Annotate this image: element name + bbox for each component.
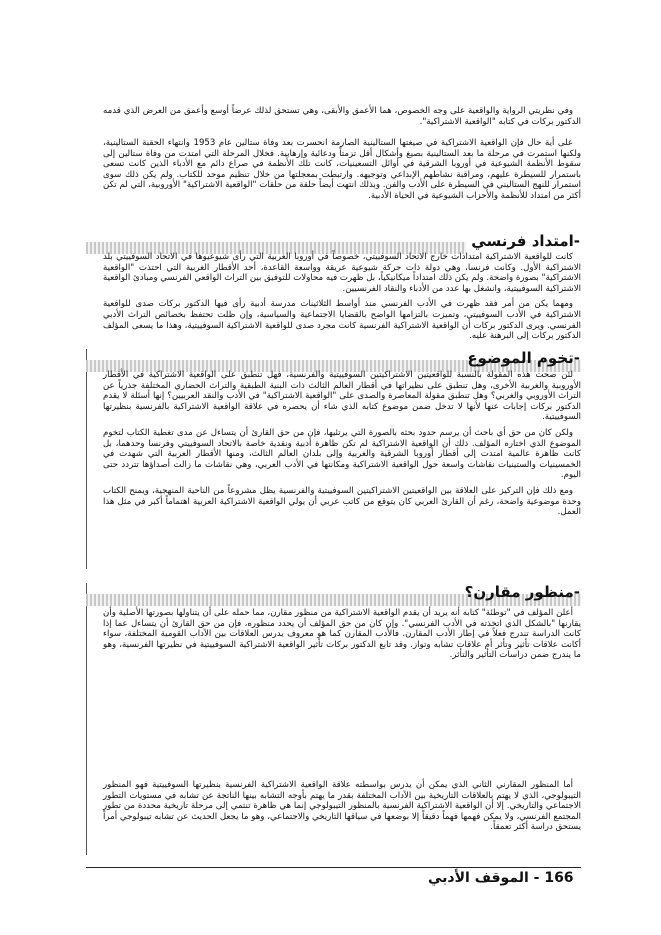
section-topic-boundaries-block [103, 370, 581, 523]
body-paragraph: كانت للواقعية الاشتراكية امتدادات خارج الاتحاد السوفييتي، خصوصاً في أوروبا الغربية التي رأى شيوعيوها في الاتحاد السوفييتي بلد الاشتراكية الأول. وكانت فرنسا، وهي دولة ذات حركة شيوعية عريقة وواسعة القاعدة، أحد الأقطار الغربية التي احتذت "الواقعية الاشتراكية" بصورة واضحة. ولم يكن ذلك امتداداً ميكانيكياً، بل ظهرت فيه محاولات للتوفيق بين التراث الواقعي الفرنسي ومبادئ الواقعية الاشتراكية السوفييتية، وانشغل بها عدد من الأدباء والنقاد الفرنسيين. [103, 252, 581, 294]
margin-rule [86, 583, 87, 855]
section-heading-comparative-perspective: -منظور مقارن؟ [464, 583, 580, 601]
body-paragraph: لئن صحت هذه المقولة بالنسبة للواقعيتين الاشتراكيتين السوفييتية والفرنسية، فهل تنطبق على الواقعية الاشتراكية في الأقطار الأوروبية والغربية الأخرى، وهل تنطبق على نظيراتها في أقطار العالم الثالث ذات البنية الطبقية والتراث الحضاري المختلفة جذرياً عن التراث الأوروبي والغربي؟ وهل تنطبق مقولة المعاصرة والصدى على "الواقعية الاشتراكية" في الأدب والنقد العربيين؟ إنها أسئلة لا يقدم الدكتور بركات إجابات عنها لأنها لا تدخل ضمن موضوع كتابه الذي شاء أن يحصره في علاقة الواقعية الاشتراكية بالفرنسية بنظيرتها السوفييتية. [103, 370, 581, 423]
body-paragraph: ومهما يكن من أمر فقد ظهرت في الأدب الفرنسي منذ أواسط الثلاثينات مدرسة أدبية رأى فيها الدكتور بركات صدى للواقعية الاشتراكية في الأدب السوفييتي، وتميزت بالتزامها الواضح بالقضايا الاجتماعية والسياسية، وإن ظلت تحتفظ بخصائص التراث الأدبي الفرنسي. ويرى الدكتور بركات أن الواقعية الاشتراكية الفرنسية كانت مجرد صدى للواقعية الاشتراكية السوفييتية، وهذا ما يسعى المؤلف الدكتور بركات إلى البرهنة عليه. [103, 299, 581, 342]
footer-rule [86, 867, 581, 868]
section-heading-french-extension: -امتداد فرنسي [471, 232, 580, 250]
section-ideology-block [103, 138, 581, 207]
body-paragraph: أما المنظور المقارني الثاني الذي يمكن أن يدرس بواسطته علاقة الواقعية الاشتراكية الفرنسية بنظيرتها السوفييتية فهو المنظور التيبولوجي، الذي لا يهتم بالعلاقات التاريخية بين الآداب المختلفة بقدر ما يهتم بأوجه التشابه بينها الناتجة عن تشابه في مستويات التطور الاجتماعي والتاريخي. إلا أن الواقعية الاشتراكية الفرنسية بالمنظور التيبولوجي إنما هي ظاهرة تنتمي إلى مرحلة تاريخية محددة من تطور المجتمع الفرنسي، ولا يمكن فهمها فهماً دقيقاً إلا بوضعها في سياقها التاريخي والاجتماعي، وهو ما يجعل الحديث عن تشابه تيبولوجي أمراً يستحق دراسة أكثر تعمقاً. [103, 780, 581, 833]
section-typological-block [103, 780, 581, 838]
body-paragraph: على أية حال فإن الواقعية الاشتراكية في صيغتها الستالينية الصارمة انحسرت بعد وفاة ستالين عام 1953 وانتهاء الحقبة الستالينية، ولكنها استمرت في مرحلة ما بعد الستالينية بصيغ وأشكال أقل تزمتاً ودعائية وإرهابية. فخلال المرحلة التي امتدت من وفاة ستالين إلى سقوط الأنظمة الشيوعية في أوروبا الشرقية في أوائل التسعينيات، كانت تلك الأنظمة في صراع دائم مع الأدباء الذين كانت تسعى باستمرار للسيطرة عليهم، ومراقبة نشاطهم الإبداعي وتوجيهه. وارتبطت بمعجلتها من خلال تنظيم موحد للكتاب. ولم يكن ذلك سوى استمرار للنهج الستاليني في السيطرة على الأدب والفن. وبذلك انتهت أيضاً حلقة من حلقات "الواقعية الاشتراكية" الأوروبية، التي لم تكن أكثر من امتداد للأنظمة والأحزاب الشيوعية في الحياة الأدبية. [103, 138, 581, 201]
intro-block [103, 106, 581, 132]
intro-paragraph: وفي نظريتي الرواية والواقعية على وجه الخصوص، هما الأعمق والأبقى، وهي تستحق لذلك عرضاً أوسع وأعمق من العرض الذي قدمه الدكتور بركات في كتابه "الواقعية الاشتراكية". [103, 106, 581, 127]
section-french-extension-block [103, 252, 581, 347]
body-paragraph: ولكن كان من حق أي باحث أن يرسم حدود بحثه بالصورة التي يرتئيها، فإن من حق القارئ أن يتساءل عن مدى تغطية الكتاب لتخوم الموضوع الذي اختاره المؤلف. ذلك أن الواقعية الاشتراكية لم تكن ظاهرة أدبية ونقدية خاصة بالاتحاد السوفييتي وفرنسا وحدهما، بل كانت ظاهرة عالمية امتدت إلى أقطار أوروبا الشرقية والغربية وإلى بلدان العالم الثالث، ومنها الأقطار العربية التي شهدت في الخمسينيات والستينيات نقاشات واسعة حول الواقعية الاشتراكية ومكانتها في الأدب العربي، وهي نقاشات ما زالت أصداؤها تتردد حتى اليوم. [103, 427, 581, 481]
margin-rule [86, 349, 87, 569]
page-footer: 166 - الموقف الأدبي [428, 870, 574, 886]
section-heading-topic-boundaries: -تخوم الموضوع [467, 349, 580, 367]
body-paragraph: أعلن المؤلف في "توطئة" كتابه أنه يريد أن يقدم الواقعية الاشتراكية من منظور مقارن، مما حمله على أن يتناولها بصورتها الأصلية وأن يقارنها "بالشكل الذي اتخذته في الأدب الفرنسي". وإن كان من حق المؤلف أن يحدد منظوره، فإن من حق القارئ أن يتساءل عما إذا كانت الدراسة تندرج فعلاً في إطار الأدب المقارن. فالأدب المقارن كما هو معروف يدرس العلاقات بين الآداب القومية المختلفة، سواء أكانت علاقات تأثير وتأثر أم علاقات تشابه وتواز. وقد تابع الدكتور بركات تأثير الواقعية الاشتراكية السوفييتية في نظيرتها الفرنسية، وهو ما يندرج ضمن دراسات التأثير والتأثر. [103, 608, 581, 661]
body-paragraph: ومع ذلك فإن التركيز على العلاقة بين الواقعيتين الاشتراكيتين السوفييتية والفرنسية يظل مشروعاً من الناحية المنهجية، ويمنح الكتاب وحدة موضوعية واضحة، رغم أن القارئ العربي كان يتوقع من كاتب عربي أن يولي الواقعية الاشتراكية العربية اهتماماً أكبر في مثل هذا العمل. [103, 485, 581, 518]
section-comparative-block [103, 608, 581, 666]
